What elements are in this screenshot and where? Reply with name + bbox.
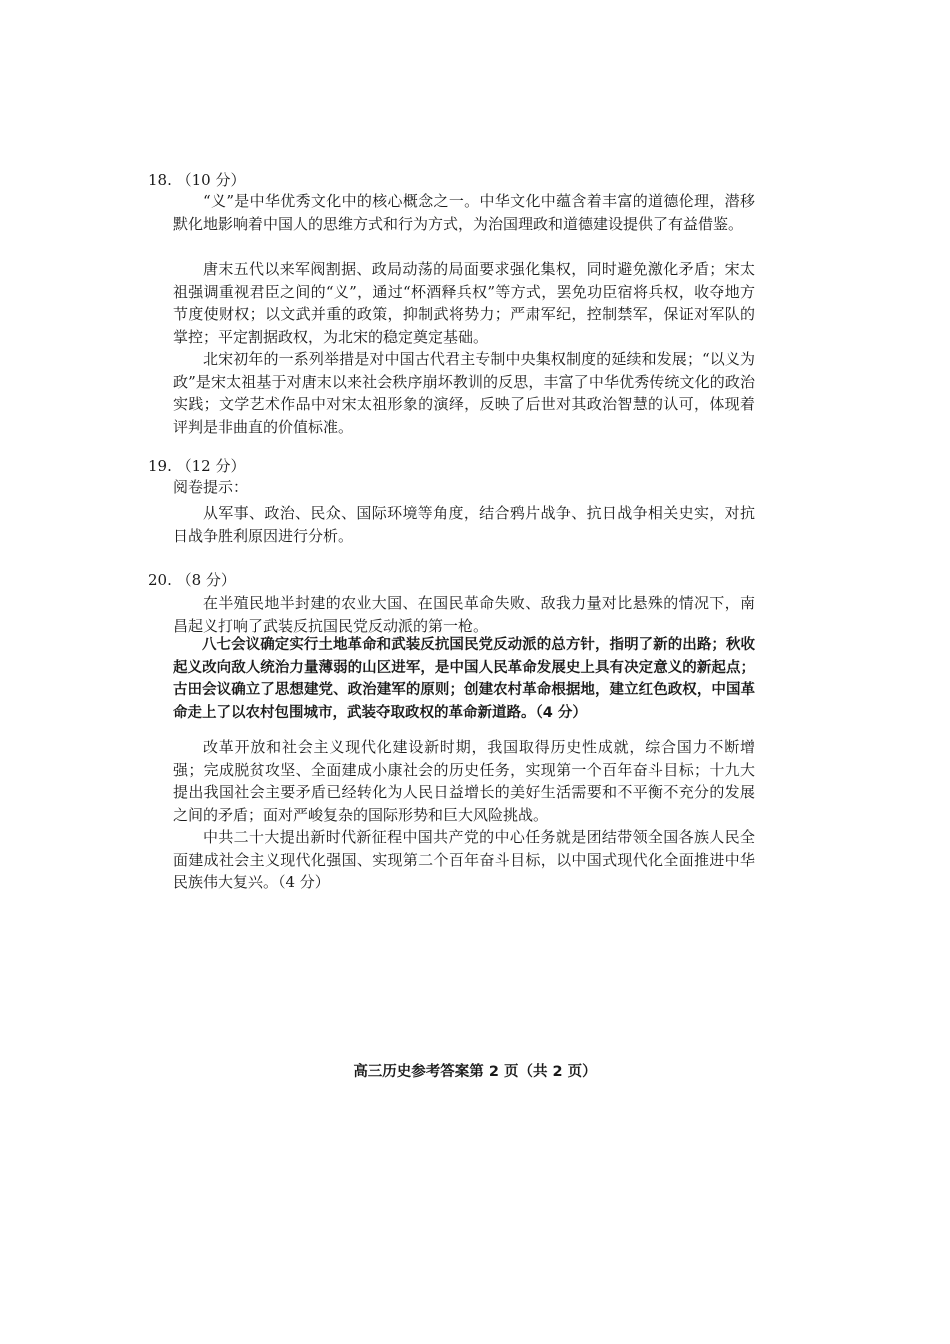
question-19-number: 19. （12 分） bbox=[148, 457, 246, 475]
question-20-paragraph-4: 中共二十大提出新时代新征程中国共产党的中心任务就是团结带领全国各族人民全面建成社会主义现代化强国、实现第二个百年奋斗目标，以中国式现代化全面推进中华民族伟大复兴。（4 分） bbox=[173, 828, 755, 891]
question-19-paragraph-1: 从军事、政治、民众、国际环境等角度，结合鸦片战争、抗日战争相关史实，对抗日战争胜利原因进行分析。 bbox=[173, 504, 755, 545]
question-18-paragraph-1: “义”是中华优秀文化中的核心概念之一。中华文化中蕴含着丰富的道德伦理，潜移默化地影响着中国人的思维方式和行为方式，为治国理政和道德建设提供了有益借鉴。 bbox=[173, 192, 755, 233]
question-18-paragraph-2: 唐末五代以来军阀割据、政局动荡的局面要求强化集权，同时避免激化矛盾；宋太祖强调重视君臣之间的“义”，通过“杯酒释兵权”等方式，罢免功臣宿将兵权，收夺地方节度使财权；以文武并重的政策，抑制武将势力；严肃军纪，控制禁军，保证对军队的掌控；平定割据政权，为北宋的稳定奠定基础。 bbox=[173, 260, 755, 346]
question-19-hint-label: 阅卷提示： bbox=[173, 478, 249, 496]
question-18-number: 18. （10 分） bbox=[148, 171, 246, 189]
question-20-paragraph-2: 八七会议确定实行土地革命和武装反抗国民党反动派的总方针，指明了新的出路；秋收起义改向敌人统治力量薄弱的山区进军，是中国人民革命发展史上具有决定意义的新起点；古田会议确立了思想建党、政治建军的原则；创建农村革命根据地，建立红色政权，中国革命走上了以农村包围城市，武装夺取政权的革命新道路。（4 分） bbox=[173, 637, 755, 721]
page-footer: 高三历史参考答案第 2 页（共 2 页） bbox=[353, 1064, 597, 1080]
question-20-paragraph-3: 改革开放和社会主义现代化建设新时期，我国取得历史性成就，综合国力不断增强；完成脱贫攻坚、全面建成小康社会的历史任务，实现第一个百年奋斗目标；十九大提出我国社会主要矛盾已经转化为人民日益增长的美好生活需要和不平衡不充分的发展之间的矛盾；面对严峻复杂的国际形势和巨大风险挑战。 bbox=[173, 738, 755, 824]
question-18-paragraph-3: 北宋初年的一系列举措是对中国古代君主专制中央集权制度的延续和发展；“以义为政”是宋太祖基于对唐末以来社会秩序崩坏教训的反思，丰富了中华优秀传统文化的政治实践；文学艺术作品中对宋太祖形象的演绎，反映了后世对其政治智慧的认可，体现着评判是非曲直的价值标准。 bbox=[173, 350, 755, 436]
question-20-number: 20. （8 分） bbox=[148, 571, 236, 589]
question-20-paragraph-1: 在半殖民地半封建的农业大国、在国民革命失败、敌我力量对比悬殊的情况下，南昌起义打响了武装反抗国民党反动派的第一枪。 bbox=[173, 594, 755, 635]
